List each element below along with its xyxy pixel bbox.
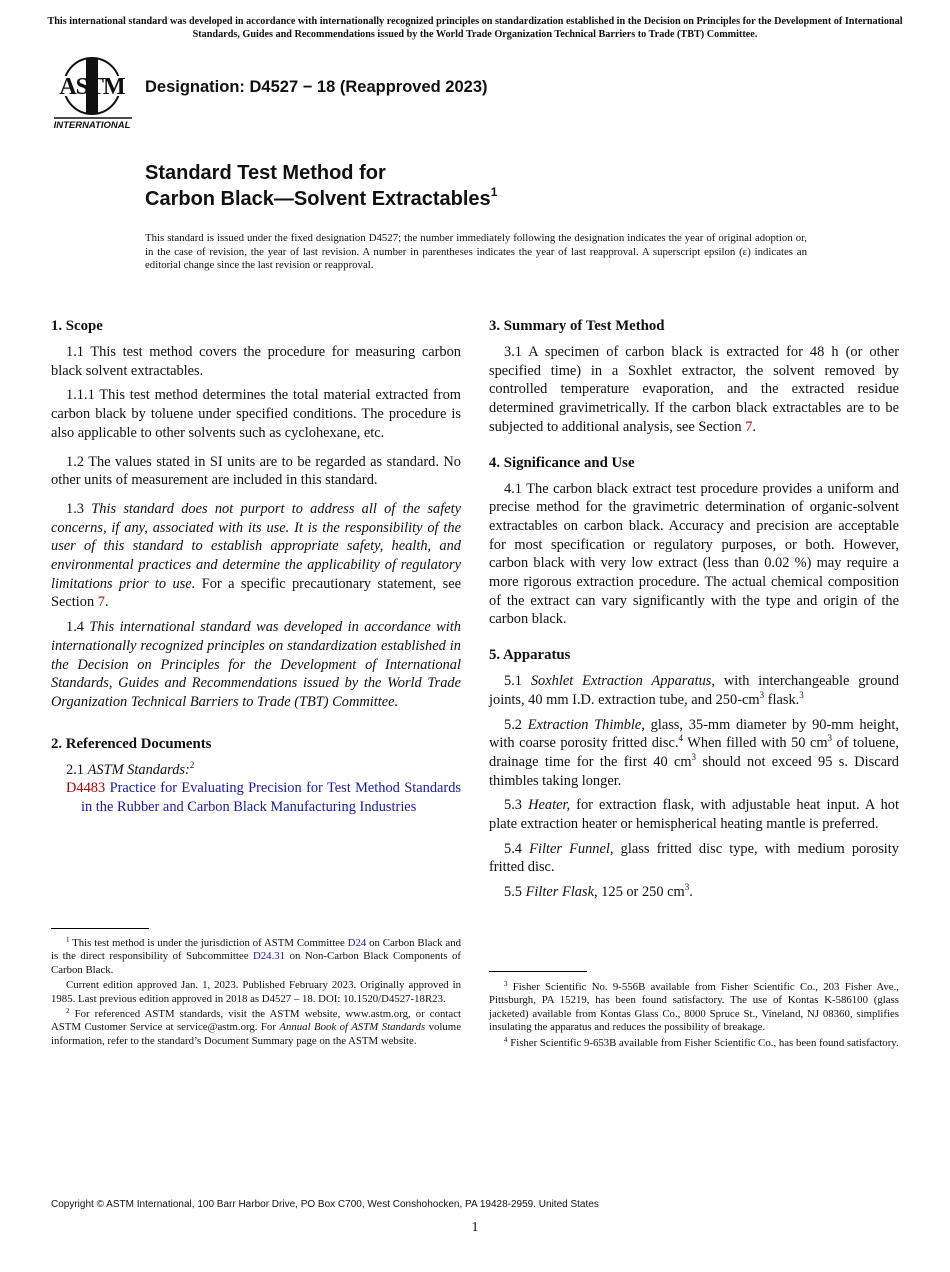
- astm-logo-icon: [52, 56, 136, 132]
- section-7-link[interactable]: 7: [97, 594, 105, 611]
- significance-heading: 4. Significance and Use: [489, 454, 635, 471]
- astm-logo: [52, 56, 136, 132]
- para-5-1: 5.1 Soxhlet Extraction Apparatus, with interchangeable ground joints, 40 mm I.D. extraction tube, and $250-cm^3$ flask.$^3$: [489, 673, 899, 708]
- reference-d4483[interactable]: [51, 779, 461, 816]
- committee-d24-link[interactable]: D24: [347, 937, 367, 949]
- para-5-2: 5.2 Extraction Thimble, glass, 35-mm diameter by 90-mm height, with coarse porosity fritted disc.$^4$ When filled with 50 $cm^3$ of toluene, drainage time for the first 40 $cm^3$ should not exceed 95 s. Discard thimbles taking longer.: [489, 716, 900, 789]
- title-line-1: Standard Test Method for: [145, 162, 386, 184]
- footnote-2: $^2$ For referenced ASTM standards, visit the ASTM website, www.astm.org, or contact ASTM Customer Service at service@astm.org. For Annual Book of ASTM Standards volume information, refer to the standard’s Document Summary page on the ASTM website.: [51, 1007, 461, 1047]
- right-column: [489, 316, 899, 918]
- footnote-ref-2[interactable]: 2: [189, 759, 195, 770]
- scope-heading: 1. Scope: [51, 318, 103, 334]
- footnote-rule-right: [489, 971, 587, 972]
- refdocs-heading: 2. Referenced Documents: [51, 735, 212, 752]
- para-1-4: 1.4 This international standard was developed in accordance with internationally recognized principles on standardization established in the Decision on Principles for the Development of International Standards, Guides and Recommendations issued by the World Trade Organization Technical Barriers to Trade (TBT) Committee.: [51, 619, 461, 710]
- wto-notice: This international standard was developed in accordance with internationally recognized principles on standardization established in the Decision on Principles for the Development of International Standards, Guides and Recommendations issued by the World Trade Organization Technical Barriers to Trade (TBT) Committee.: [47, 16, 903, 40]
- footnote-ref-3[interactable]: 3: [799, 689, 804, 700]
- designation: Designation: D4527 − 18 (Reapproved 2023): [145, 78, 488, 96]
- section-7-link-2[interactable]: 7: [745, 418, 753, 435]
- logo-letters: ASTM: [59, 74, 125, 100]
- para-4-1: 4.1 The carbon black extract test procedure provides a uniform and precise method for the gravimetric determination of organic-solvent extractables on carbon black. Accuracy and precision are acceptable for most specification or regulatory purposes, or both. However, carbon black with very low extract (less than 0.02 %) may require a more rigorous extraction procedure. The actual chemical composition of the extract can vary significantly with the type and origin of the carbon black.: [489, 480, 899, 628]
- footnote-1: $^1$ This test method is under the jurisdiction of ASTM Committee D24 on Carbon Black and is the direct responsibility of Subcommittee D24.31 on Non-Carbon Black Components of Carbon Black.: [51, 936, 461, 976]
- footnotes-left: [51, 937, 461, 1050]
- para-5-4: 5.4 Filter Funnel, glass fritted disc type, with medium porosity fritted disc.: [489, 840, 899, 876]
- title-footnote-ref[interactable]: 1: [490, 185, 498, 199]
- footnote-4: $^4$ Fisher Scientific 9-653B available from Fisher Scientific Co., has been found satisfactory.: [504, 1035, 899, 1049]
- para-1-1: 1.1 This test method covers the procedure for measuring carbon black solvent extractables.: [51, 344, 461, 379]
- subcommittee-d24-31-link[interactable]: D24.31: [252, 950, 286, 963]
- copyright: Copyright © ASTM International, 100 Barr Harbor Drive, PO Box C700, West Conshohocken, PA 19428-2959. United States: [51, 1199, 599, 1210]
- document-title: [145, 160, 497, 212]
- ref-title[interactable]: Practice for Evaluating Precision for Test Method Standards in the Rubber and Carbon Black Manufacturing Industries: [81, 780, 461, 816]
- para-1-1-1: 1.1.1 This test method determines the total material extracted from carbon black by toluene under specified conditions. The procedure is also applicable to other solvents such as cyclohexane, etc.: [51, 387, 461, 441]
- issued-note: This standard is issued under the fixed designation D4527; the number immediately following the designation indicates the year of original adoption or, in the case of revision, the year of last revision. A number in parentheses indicates the year of last reapproval. A superscript epsilon (ε) indicates an editorial change since the last revision or reapproval.: [145, 232, 807, 271]
- footnote-1-edition: Current edition approved Jan. 1, 2023. Published February 2023. Originally approved in 1985. Last previous edition approved in 2018 as D4527 – 18. DOI: 10.1520/D4527-18R23.: [51, 979, 461, 1005]
- para-5-5: 5.5 Filter Flask, 125 or 250 $cm^3$.: [504, 882, 693, 901]
- title-line-2: Carbon Black—Solvent Extractables: [145, 188, 491, 210]
- para-1-3: 1.3 This standard does not purport to address all of the safety concerns, if any, associated with its use. It is the responsibility of the user of this standard to establish appropriate safety, health, and environmental practices and determine the applicability of regulatory limitations prior to use. For a specific precautionary statement, see Section 7.: [51, 500, 461, 611]
- left-column: [51, 316, 461, 833]
- para-5-3: 5.3 Heater, for extraction flask, with adjustable heat input. A hot plate extraction heater or hemispherical heating mantle is preferred.: [489, 797, 899, 833]
- para-3-1: 3.1 A specimen of carbon black is extracted for 48 h (or other specified time) in a Soxhlet extractor, the solvent removed by controlled temperature evaporation, and the extracted residue determined gravimetrically. If the carbon black extractables are to be subjected to additional analysis, see Section 7.: [489, 344, 899, 435]
- page-number: 1: [471, 1220, 479, 1235]
- apparatus-heading: 5. Apparatus: [489, 647, 571, 664]
- footnote-rule-left: [51, 928, 149, 929]
- para-1-2: 1.2 The values stated in SI units are to be regarded as standard. No other units of measurement are included in this standard.: [51, 453, 461, 489]
- footnotes-right: [489, 981, 899, 1052]
- footnote-ref-4[interactable]: 4: [678, 733, 683, 744]
- summary-heading: 3. Summary of Test Method: [489, 318, 665, 334]
- footnote-3: $^3$ Fisher Scientific No. 9-556B available from Fisher Scientific Co., 203 Fisher Ave., Pittsburgh, PA 15219, has been found satisfactory. The use of Kontas K-586100 (glass jacketed) available from Kontas Glass Co., 8000 Spruce St., Vineland, NJ 08360, simplifies insulating the apparatus and reduces the possibility of breakage.: [489, 980, 899, 1034]
- ref-code[interactable]: D4483: [66, 780, 106, 797]
- logo-caption: INTERNATIONAL: [53, 120, 131, 131]
- para-2-1: 2.1 ASTM Standards:$^2$: [66, 759, 195, 778]
